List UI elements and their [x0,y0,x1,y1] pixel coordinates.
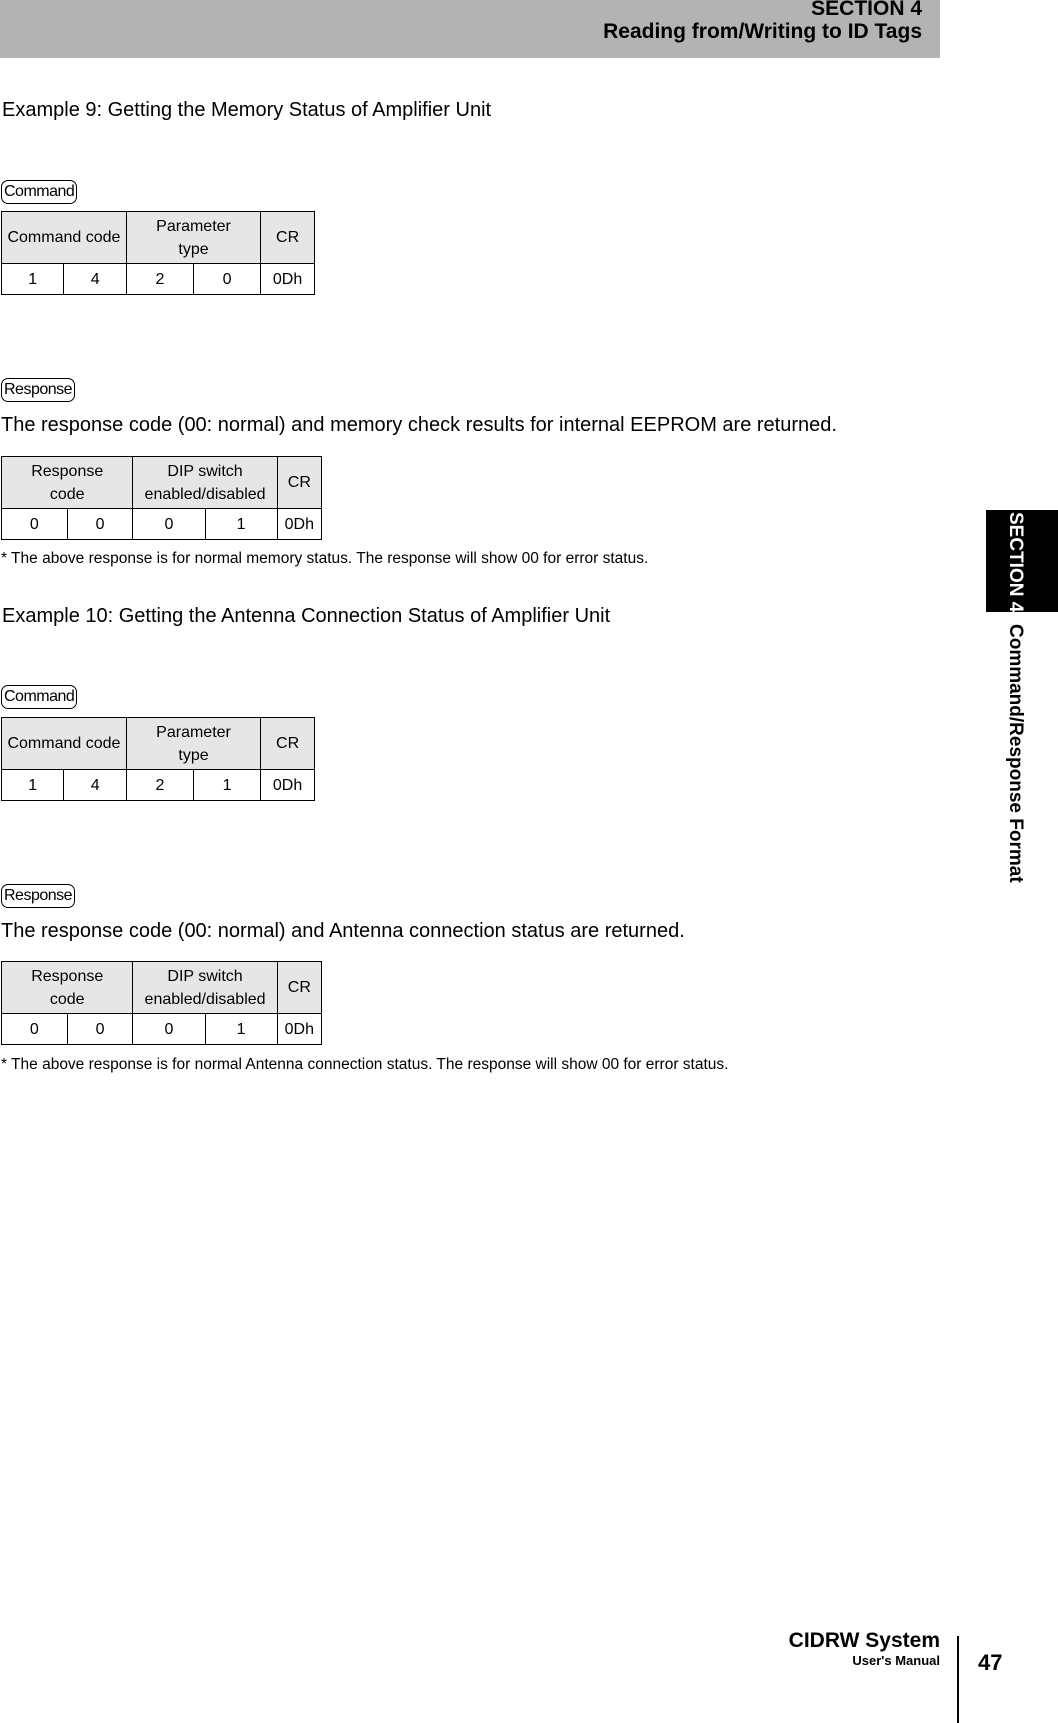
table-cell: 0Dh [261,770,315,801]
table-cell: 1 [194,770,261,801]
table-header: DIP switch enabled/disabled [133,457,277,509]
table-cell: 2 [126,264,193,295]
side-tab-title: Command/Response Format [1005,624,1026,883]
table-cell: 1 [2,770,64,801]
side-tab-section: SECTION 4 [1005,512,1026,613]
footer-divider [957,1636,959,1723]
table-cell: 1 [205,1014,277,1045]
table-header: Command code [2,212,127,264]
table-header: Command code [2,718,127,770]
example9-command-tag: Command [1,180,77,204]
example9-response-tag: Response [1,378,75,402]
footer-brand: CIDRW System [788,1629,940,1652]
header-bar [0,0,940,58]
table-cell: 0Dh [261,264,315,295]
table-cell: 2 [126,770,193,801]
table-header: CR [277,457,321,509]
page-number: 47 [978,1650,1003,1675]
example9-command-table [1,211,315,295]
table-cell: 1 [2,264,64,295]
example10-response-table [1,961,322,1045]
table-cell: 4 [64,264,126,295]
table-cell: 0 [133,1014,205,1045]
table-cell: 0 [2,509,68,540]
table-header: CR [277,962,321,1014]
table-cell: 0 [194,264,261,295]
header-title: Reading from/Writing to ID Tags [603,20,922,43]
header-section: SECTION 4 [811,0,922,20]
table-cell: 0 [2,1014,68,1045]
table-cell: 0 [67,1014,133,1045]
example10-command-tag: Command [1,685,77,709]
example10-response-text: The response code (00: normal) and Antenna connection status are returned. [1,920,685,942]
footer-subtitle: User's Manual [852,1653,940,1668]
table-cell: 1 [205,509,277,540]
example9-title: Example 9: Getting the Memory Status of Amplifier Unit [2,99,492,121]
table-header: Parameter type [126,212,260,264]
table-cell: 0 [133,509,205,540]
example10-note: * The above response is for normal Antenna connection status. The response will show 00 for error status. [1,1056,729,1073]
example9-response-text: The response code (00: normal) and memory check results for internal EEPROM are returned. [1,414,837,436]
table-cell: 0Dh [277,1014,321,1045]
example9-response-table [1,456,322,540]
table-header: CR [261,212,315,264]
table-cell: 0 [67,509,133,540]
table-cell: 4 [64,770,126,801]
table-header: CR [261,718,315,770]
table-header: DIP switch enabled/disabled [133,962,277,1014]
example10-command-table [1,717,315,801]
table-header: Parameter type [126,718,260,770]
table-header: Response code [2,457,133,509]
example10-response-tag: Response [1,884,75,908]
table-header: Response code [2,962,133,1014]
example10-title: Example 10: Getting the Antenna Connection Status of Amplifier Unit [2,605,611,627]
example9-note: * The above response is for normal memory status. The response will show 00 for error status. [1,550,649,567]
table-cell: 0Dh [277,509,321,540]
